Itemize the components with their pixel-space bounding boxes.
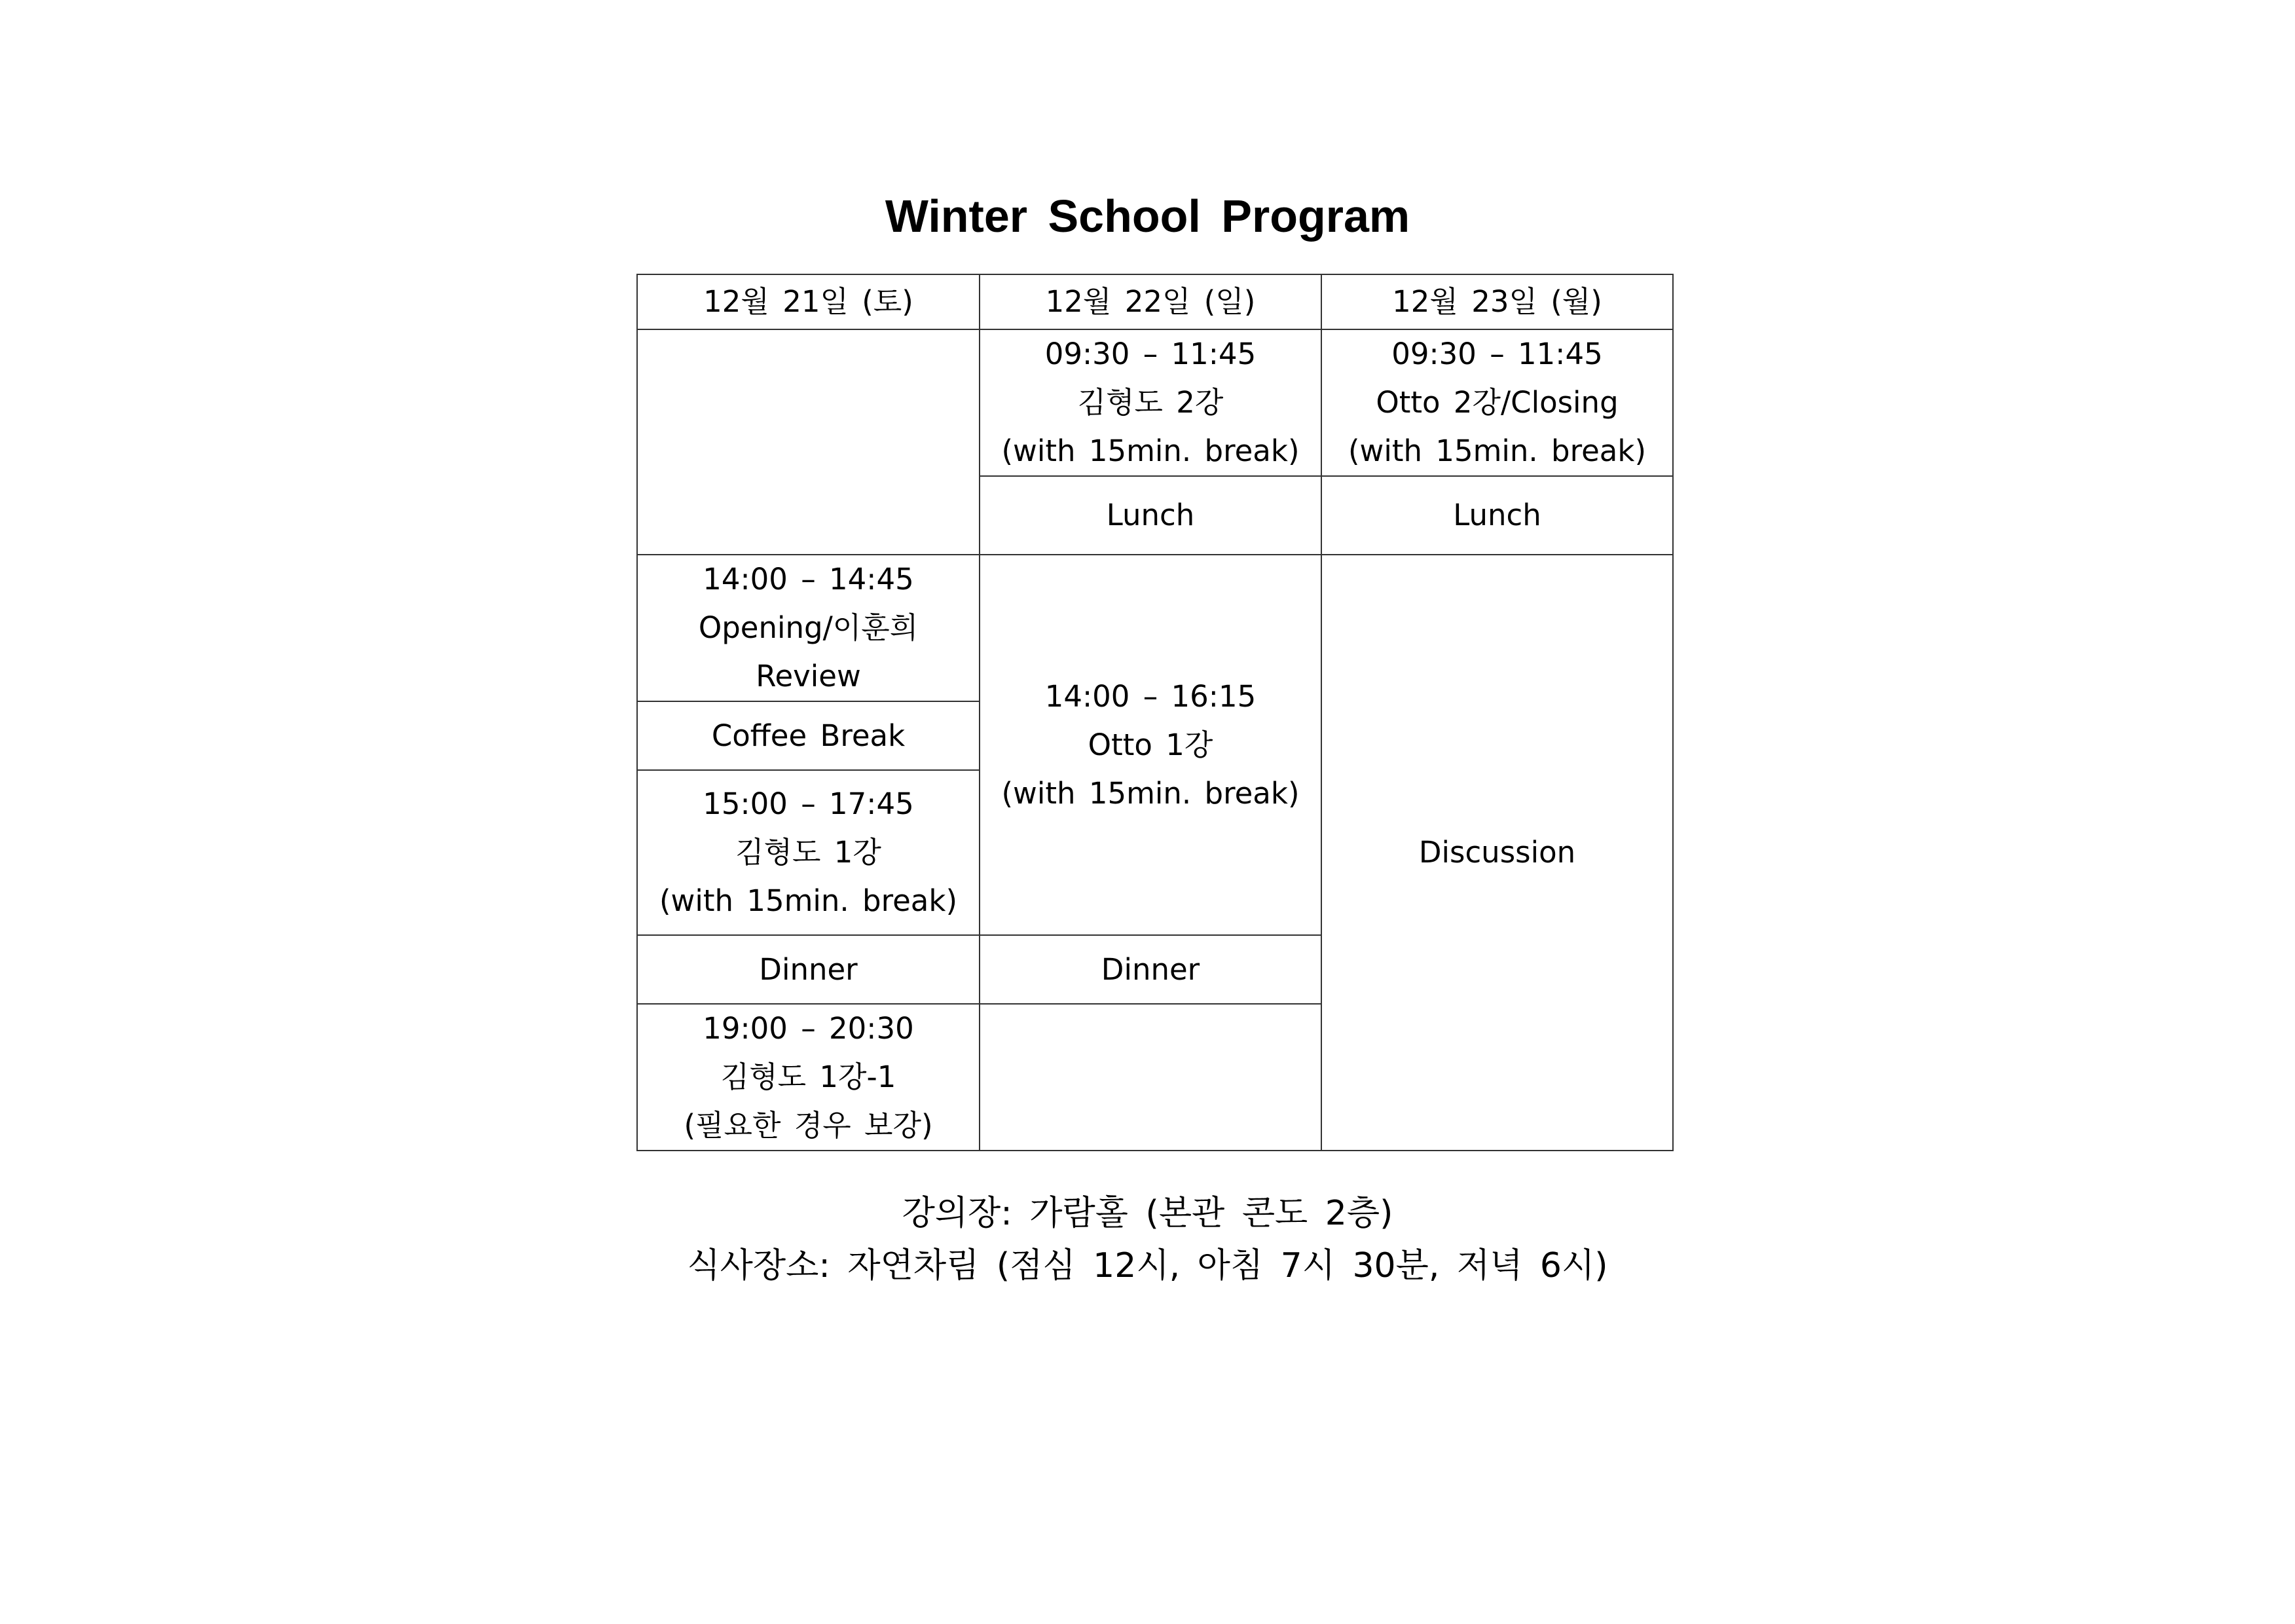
session-time: 14:00 – 16:15 [1044,678,1257,714]
sat-morning-empty-cell [637,329,980,555]
session-title: 김형도 1강 [735,835,881,870]
day-header-sat: 12월 21일 (토) [637,274,980,329]
session-title: Otto 1강 [1088,727,1213,762]
session-note: (with 15min. break) [1001,434,1300,468]
sun-afternoon-session [980,555,1321,935]
session-note: (with 15min. break) [1348,434,1646,468]
mon-lunch: Lunch [1321,476,1673,555]
table-row [637,329,1673,476]
session-time: 19:00 – 20:30 [703,1011,914,1046]
sat-lecture-1 [637,770,980,935]
session-time: 15:00 – 17:45 [703,786,914,821]
session-note: (with 15min. break) [659,883,957,918]
session-time: 09:30 – 11:45 [1044,337,1257,371]
session-note: (필요한 경우 보강) [684,1108,933,1143]
session-time: 09:30 – 11:45 [1391,337,1603,371]
page-title: Winter School Program [885,191,1410,242]
sat-evening-session [637,1004,980,1151]
venue-note: 강의장: 가람홀 (본관 콘도 2층) [902,1194,1393,1233]
session-title: 김형도 1강-1 [720,1060,896,1094]
meal-location-note: 식사장소: 자연차림 (점심 12시, 아침 7시 30분, 저녁 6시) [687,1246,1608,1285]
day-header-sun: 12월 22일 (일) [980,274,1321,329]
table-header-row [637,274,1673,329]
sat-opening-session [637,555,980,701]
sun-morning-session [980,329,1321,476]
mon-discussion: Discussion [1321,555,1673,1151]
session-detail: Review [756,659,861,693]
session-title: Opening/이훈희 [698,610,919,645]
session-title: Otto 2강/Closing [1376,385,1619,420]
sun-dinner: Dinner [980,935,1321,1004]
session-note: (with 15min. break) [1001,775,1300,811]
sat-dinner: Dinner [637,935,980,1004]
session-time: 14:00 – 14:45 [703,562,914,597]
day-header-mon: 12월 23일 (월) [1321,274,1673,329]
schedule-table [636,274,1674,1151]
sun-lunch: Lunch [980,476,1321,555]
table-row [637,555,1673,701]
sat-coffee-break: Coffee Break [637,701,980,770]
sun-evening-empty-cell [980,1004,1321,1151]
session-title: 김형도 2강 [1077,385,1224,420]
mon-morning-session [1321,329,1673,476]
